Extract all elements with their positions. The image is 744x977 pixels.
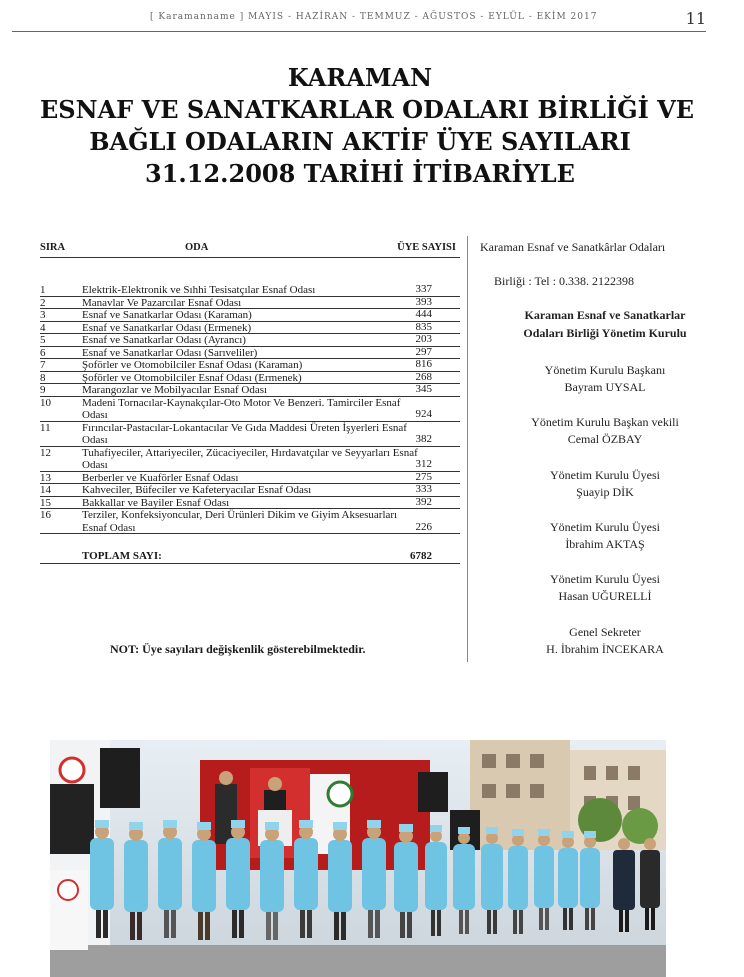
row-number: 14 — [40, 484, 51, 496]
row-member-count: 337 — [415, 283, 432, 295]
row-number: 3 — [40, 309, 46, 321]
table-row — [40, 384, 460, 397]
table-row — [40, 484, 460, 497]
row-number: 5 — [40, 334, 46, 346]
total-value: 6782 — [410, 550, 432, 562]
total-label: TOPLAM SAYI: — [82, 550, 162, 562]
ceremony-photo — [50, 740, 666, 977]
table-row — [40, 397, 460, 422]
row-oda-name: Tuhafiyeciler, Attariyeciler, Zücaciyeciler, Hırdavatçılar ve Seyyarları Esnaf Odası — [82, 446, 418, 471]
title-line-4: 31.12.2008 TARİHİ İTİBARİYLE — [145, 159, 575, 188]
row-number: 6 — [40, 346, 46, 359]
member-name: İbrahim AKTAŞ — [565, 537, 645, 551]
row-oda-name: Elektrik-Elektronik ve Sıhhi Tesisatçılar Esnaf Odası — [82, 284, 316, 296]
row-oda-name: Esnaf ve Sanatkarlar Odası (Karaman) — [82, 309, 252, 321]
row-member-count: 275 — [415, 470, 432, 483]
row-oda-name: Terziler, Konfeksiyoncular, Deri Ürünleri Dikim ve Giyim Aksesuarları Esnaf Odası — [82, 509, 398, 534]
row-member-count: 312 — [415, 458, 432, 470]
row-member-count: 333 — [415, 483, 432, 495]
running-header: [ Karamanname ] MAYIS - HAZİRAN - TEMMUZ - AĞUSTOS - EYLÜL - EKİM 2017 — [150, 12, 598, 22]
member-name: Şuayip DİK — [576, 485, 634, 499]
table-body — [40, 284, 460, 534]
table-row — [40, 447, 460, 472]
row-oda-name: Marangozlar ve Mobilyacılar Esnaf Odası — [82, 384, 268, 396]
table-row — [40, 297, 460, 310]
table-row — [40, 359, 460, 372]
board-member — [470, 362, 740, 396]
row-member-count: 382 — [415, 433, 432, 445]
table-row — [40, 322, 460, 335]
row-oda-name: Berberler ve Kuaförler Esnaf Odası — [82, 471, 239, 484]
row-number: 12 — [40, 446, 51, 459]
row-oda-name: Esnaf ve Sanatkarlar Odası (Sarıveliler) — [82, 346, 258, 359]
note: NOT: Üye sayıları değişkenlik gösterebilmektedir. — [110, 642, 366, 656]
row-oda-name: Fırıncılar-Pastacılar-Lokantacılar Ve Gıda Maddesi Üreten İşyerleri Esnaf Odası — [82, 421, 407, 446]
row-oda-name: Manavlar Ve Pazarcılar Esnaf Odası — [82, 296, 242, 309]
member-role: Yönetim Kurulu Üyesi — [550, 520, 660, 534]
title-line-3: BAĞLI ODALARIN AKTİF ÜYE SAYILARI — [89, 127, 631, 156]
title-line-2: ESNAF VE SANATKARLAR ODALARI BİRLİĞİ VE — [40, 95, 695, 124]
table-row — [40, 284, 460, 297]
member-name: Cemal ÖZBAY — [567, 432, 643, 446]
page-title — [40, 62, 695, 190]
board-member — [470, 571, 740, 605]
board-title-line-2: Odaları Birliği Yönetim Kurulu — [523, 326, 687, 340]
table-row — [40, 309, 460, 322]
column-divider — [467, 236, 468, 662]
header-sira: SIRA — [40, 242, 66, 253]
member-role: Yönetim Kurulu Başkanı — [544, 363, 666, 377]
board-member — [470, 467, 740, 501]
row-oda-name: Esnaf ve Sanatkarlar Odası (Ermenek) — [82, 321, 252, 334]
row-member-count: 345 — [415, 383, 432, 395]
row-member-count: 392 — [415, 495, 432, 508]
row-oda-name: Şoförler ve Otomobilciler Esnaf Odası (Ermenek) — [82, 371, 302, 384]
member-name: Hasan UĞURELLİ — [558, 589, 652, 603]
table-row — [40, 372, 460, 385]
board-member — [470, 414, 740, 448]
telephone-line: Birliği : Tel : 0.338. 2122398 — [494, 274, 634, 288]
member-role: Yönetim Kurulu Üyesi — [550, 468, 660, 482]
row-number: 16 — [40, 509, 51, 521]
table-row — [40, 497, 460, 510]
header-uye-sayisi: ÜYE SAYISI — [397, 242, 456, 253]
row-number: 4 — [40, 321, 46, 334]
table-header — [40, 240, 460, 258]
member-name: H. İbrahim İNCEKARA — [546, 642, 664, 656]
table-row — [40, 347, 460, 360]
row-member-count: 226 — [415, 520, 432, 533]
board-title-line-1: Karaman Esnaf ve Sanatkarlar — [524, 308, 686, 322]
board-member — [470, 519, 740, 553]
row-number: 7 — [40, 359, 46, 371]
board-member — [470, 624, 740, 658]
member-role: Yönetim Kurulu Üyesi — [550, 572, 660, 586]
table-row — [40, 509, 460, 534]
member-name: Bayram UYSAL — [564, 380, 646, 394]
row-oda-name: Bakkallar ve Bayiler Esnaf Odası — [82, 496, 230, 509]
table-row — [40, 472, 460, 485]
row-number: 13 — [40, 471, 51, 484]
title-line-1: KARAMAN — [287, 63, 433, 92]
member-role: Yönetim Kurulu Başkan vekili — [531, 415, 679, 429]
row-oda-name: Şoförler ve Otomobilciler Esnaf Odası (Karaman) — [82, 359, 303, 371]
row-member-count: 203 — [415, 333, 432, 345]
total-row — [40, 548, 460, 564]
page-number: 11 — [685, 9, 706, 28]
institution-name: Karaman Esnaf ve Sanatkârlar Odaları — [480, 240, 666, 254]
row-oda-name: Madeni Tornacılar-Kaynakçılar-Oto Motor Ve Benzeri. Tamirciler Esnaf Odası — [82, 396, 401, 421]
header-oda: ODA — [185, 242, 209, 253]
membership-table — [40, 240, 460, 564]
row-oda-name: Kahveciler, Büfeciler ve Kafeteryacılar Esnaf Odası — [82, 484, 312, 496]
row-number: 11 — [40, 421, 51, 434]
board-title — [470, 306, 740, 342]
row-number: 1 — [40, 284, 46, 296]
row-member-count: 268 — [415, 370, 432, 383]
row-number: 2 — [40, 296, 46, 309]
row-number: 8 — [40, 371, 46, 384]
row-member-count: 924 — [415, 408, 432, 420]
row-member-count: 393 — [415, 295, 432, 308]
table-row — [40, 422, 460, 447]
row-member-count: 444 — [415, 308, 432, 320]
row-oda-name: Esnaf ve Sanatkarlar Odası (Ayrancı) — [82, 334, 246, 346]
row-number: 10 — [40, 396, 51, 409]
member-role: Genel Sekreter — [569, 625, 641, 639]
row-number: 15 — [40, 496, 51, 509]
table-row — [40, 334, 460, 347]
ceremony-photo-illustration — [50, 740, 666, 977]
row-number: 9 — [40, 384, 46, 396]
row-member-count: 816 — [415, 358, 432, 370]
row-member-count: 835 — [415, 320, 432, 333]
row-member-count: 297 — [415, 345, 432, 358]
